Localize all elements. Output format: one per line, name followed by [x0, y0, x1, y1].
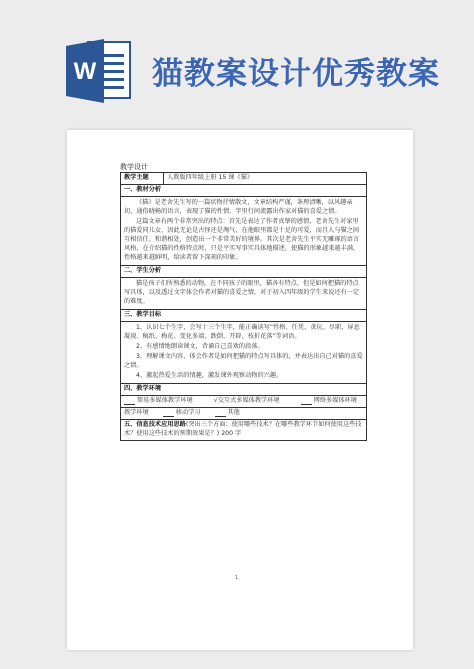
- it-section-hint: (突出三个方面：使用哪些技术？在哪些教学环节如何使用这些技术？使用这些技术的预期效果是？) 200 字: [124, 420, 362, 437]
- section-header-row: [121, 309, 367, 321]
- env-option-label: 网络多媒体环境: [313, 396, 357, 404]
- materials-paragraph-1: 《猫》是老舍先生写的一篇状物抒情散文，文章结构严谨，条理清晰，以风趣亲切、通俗晓畅的语言，表现了猫的性情，字里行间流露出作家对猫的喜爱之情。: [124, 198, 353, 215]
- materials-paragraph-2: 这篇文章有两个非常突出的特点：首先是表达了作者真挚的感情，老舍先生对家里的猫爱同儿女，因此无论是古怪还是淘气，在他眼里都是十足的可爱，而且人与猫之间互相信任、和谐相处，创造出一个非常美好的境界。其次是老舍先生平实无雕琢的语言风格，在介绍猫的性格特点时，只是平实写事实具体地描述，使猫的形象越来越丰满，性格越来越鲜明，给读者留下深刻的印象。: [124, 217, 360, 261]
- env-option-label: 简易多媒体教学环境: [137, 396, 193, 404]
- lesson-plan-table: [120, 172, 367, 441]
- section-title-students: 二、学生分析: [121, 265, 367, 277]
- banner-title: 猫教案设计优秀教案: [152, 56, 440, 92]
- topic-label: 教学主题: [121, 173, 164, 185]
- document-header: 教学设计: [120, 163, 148, 171]
- svg-text:W: W: [73, 58, 97, 85]
- materials-content: [121, 196, 367, 265]
- section-body-row: [121, 321, 367, 383]
- env-option-label: 其他: [227, 408, 240, 416]
- section-title-environment: 四、教学环境: [121, 383, 367, 395]
- section-title-it: [121, 419, 367, 440]
- env-option-mobile[interactable]: [163, 409, 201, 418]
- section-title-goals: 三、教学目标: [121, 309, 367, 321]
- section-body-row: [121, 196, 367, 265]
- checkbox-blank-icon: [124, 398, 135, 405]
- env-option-network[interactable]: [301, 397, 357, 406]
- goal-item: 2、有感情地朗读课文，背诵自己喜欢的段落。: [136, 342, 264, 350]
- env-option-simple[interactable]: [124, 397, 193, 406]
- it-section-title: 五、信息技术应用思路: [124, 420, 186, 428]
- env-option-label: 移动学习: [175, 408, 201, 416]
- section-body-row: [121, 277, 367, 309]
- goal-item: 4、激起热爱生活的情趣，激发课外观察动物的兴趣。: [136, 371, 283, 379]
- word-document-icon: [64, 36, 134, 106]
- banner: [0, 0, 474, 135]
- goal-item: 1、认识七个生字，会写十三个生字，能正确读写“性格、任凭、贪玩、尽职、屏息凝视、稿纸、梅花、变化多端、跌倒、开辟、枝折花落”等词语。: [124, 323, 360, 340]
- students-content: [121, 277, 367, 309]
- environment-options-row: [121, 395, 367, 407]
- page-number: 1: [235, 575, 239, 581]
- section-header-row: [121, 419, 367, 440]
- env-option-label: √交互式多媒体教学环境: [213, 396, 280, 404]
- env-option-interactive[interactable]: [214, 397, 280, 406]
- environment-options-2: [121, 407, 367, 419]
- section-header-row: [121, 383, 367, 395]
- students-paragraph: 猫是孩子们所熟悉的动物，在不同孩子的眼里，猫各有特点，但是如何把猫的特点写具体，以及透过文字体会作者对猫的喜爱之情，对于初入四年级的学生来说还有一定的难度。: [124, 279, 360, 305]
- env-label: 教学环境: [124, 408, 149, 416]
- topic-value: 人教版四年级上册 15 课《猫》: [164, 173, 367, 185]
- section-title-materials: 一、教材分析: [121, 184, 367, 196]
- goals-content: [121, 321, 367, 383]
- section-header-row: [121, 184, 367, 196]
- checkbox-blank-icon: [301, 398, 312, 405]
- environment-options-row-2: [121, 407, 367, 419]
- checkbox-blank-icon: [215, 410, 226, 417]
- checkbox-blank-icon: [163, 410, 174, 417]
- environment-options: [121, 395, 367, 407]
- env-option-other[interactable]: [215, 409, 240, 418]
- topic-row: [121, 173, 367, 185]
- goal-item: 3、理解课文内容，体会作者是如何把猫的特点写具体的，并表达出自己对猫的喜爱之情。: [124, 352, 363, 369]
- section-header-row: [121, 265, 367, 277]
